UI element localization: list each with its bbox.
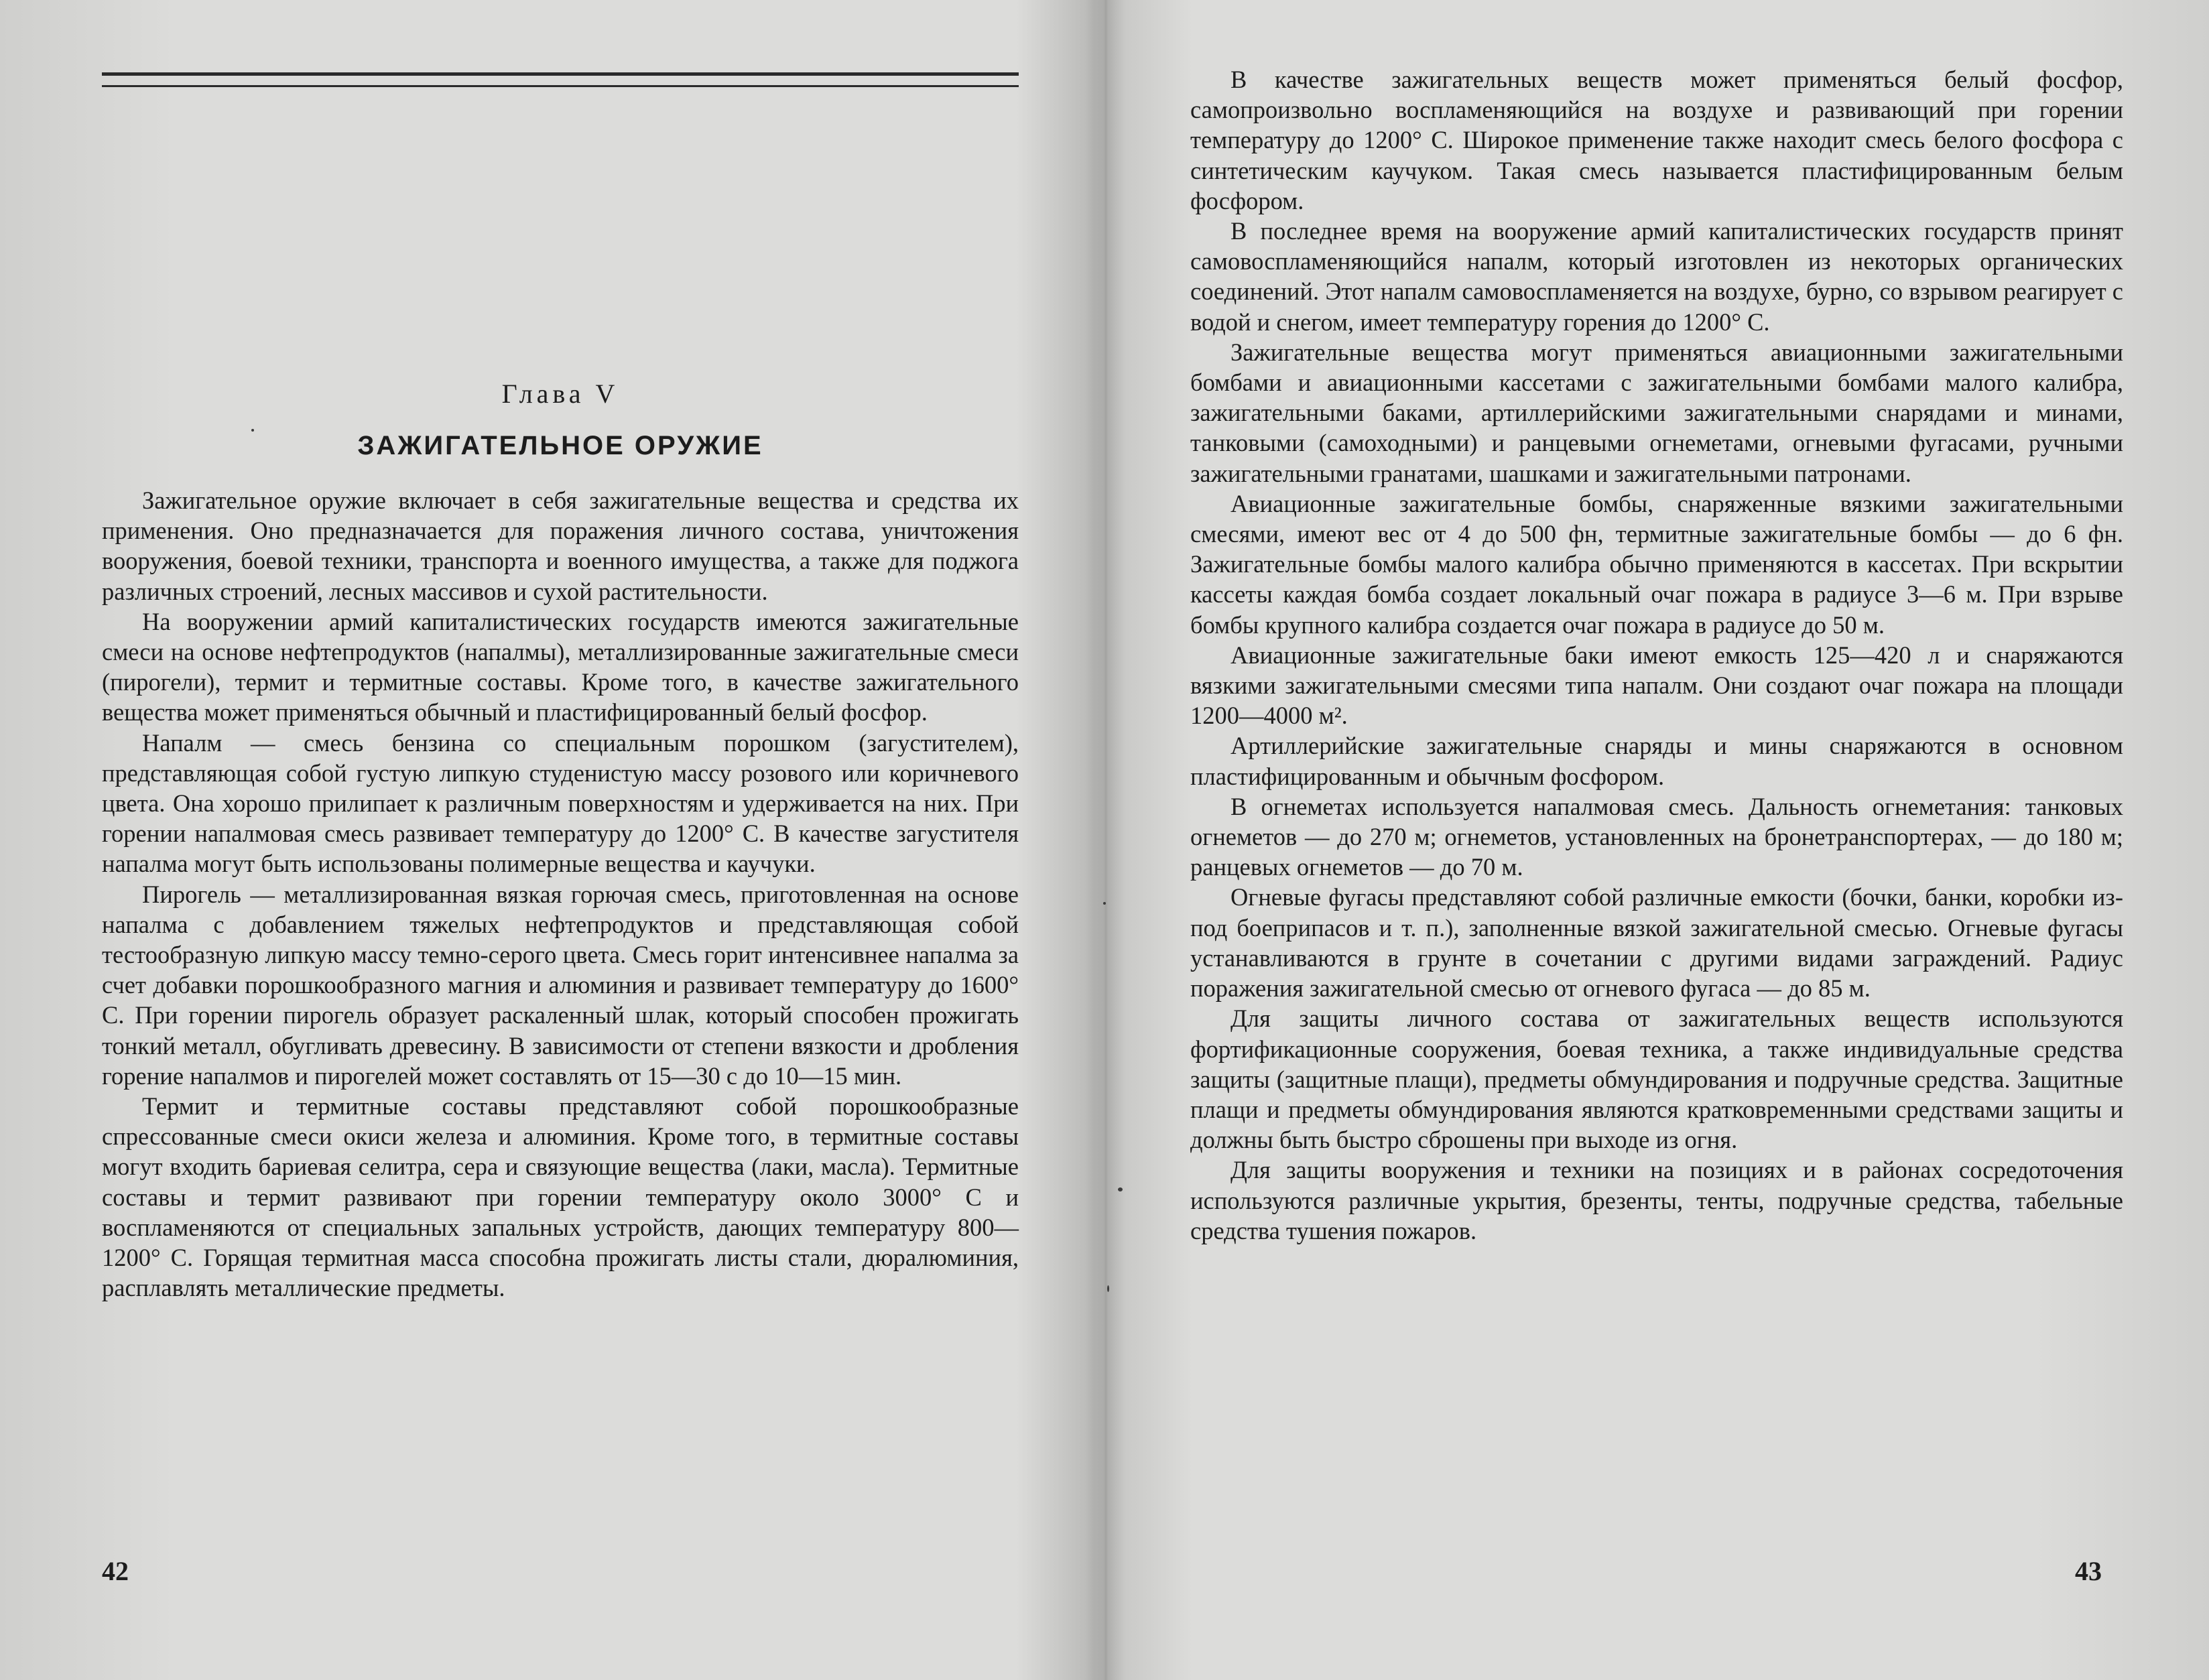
page-number-left: 42 (102, 1556, 129, 1586)
paragraph: В последнее время на вооружение армий капиталистических государств принят самовоспламеняющийся напалм, который изготовлен из некоторых органических соединений. Этот напалм самовоспламеняется на воздухе, бурно, со взрывом реагирует с водой и снегом, имеет температуру горения до 1200° С. (1190, 217, 2123, 336)
scan-speck (1103, 902, 1106, 905)
paragraph: Авиационные зажигательные баки имеют емкость 125—420 л и снаряжаются вязкими зажигательными смесями типа напалм. Они создают очаг пожара на площади 1200—4000 м². (1190, 641, 2123, 730)
page-left (0, 0, 1099, 1680)
left-page-body (102, 485, 1019, 1303)
paragraph: Пирогель — металлизированная вязкая горючая смесь, приготовленная на основе напалма с добавлением тяжелых нефтепродуктов и представляющая собой тестообразную липкую массу темно-серого цвета. Смесь горит интенсивнее напалма за счет добавки порошкообразного магния и алюминия и развивает температуру до 1600° С. При горении пирогель образует раскаленный шлак, который способен прожигать тонкий металл, обугливать древесину. В зависимости от степени вязкости и дробления горение напалмов и пирогелей может составлять от 15—30 с до 10—15 мин. (102, 880, 1019, 1090)
paragraph: Огневые фугасы представляют собой различные емкости (бочки, банки, коробки из-под боеприпасов и т. п.), заполненные вязкой зажигательной смесью. Огневые фугасы устанавливаются в грунте в сочетании с другими видами заграждений. Радиус поражения зажигательной смесью от огневого фугаса — до 85 м. (1190, 883, 2123, 1003)
page-right (1110, 0, 2209, 1680)
header-rule-thin (102, 85, 1019, 87)
paragraph: Зажигательное оружие включает в себя зажигательные вещества и средства их применения. Оно предназначается для поражения личного состава, уничтожения вооружения, боевой техники, транспорта и военного имущества, а также для поджога различных строений, лесных массивов и сухой растительности. (102, 487, 1019, 605)
paragraph: Для защиты личного состава от зажигательных веществ используются фортификационные сооружения, боевая техника, а также индивидуальные средства защиты (защитные плащи), предметы обмундирования и подручные средства. Защитные плащи и предметы обмундирования являются кратковременными средствами защиты и должны быть быстро сброшены при выходе из огня. (1190, 1005, 2123, 1154)
scan-speck (1118, 1187, 1123, 1191)
paragraph: Зажигательные вещества могут применяться авиационными зажигательными бомбами и авиационными кассетами с зажигательными бомбами малого калибра, зажигательными баками, артиллерийскими зажигательными снарядами и минами, танковыми (самоходными) и ранцевыми огнеметами, огневыми фугасами, ручными зажигательными гранатами, шашками и зажигательными патронами. (1190, 338, 2123, 487)
chapter-label: Глава V (501, 379, 619, 409)
scan-speck (251, 429, 254, 432)
chapter-title: ЗАЖИГАТЕЛЬНОЕ ОРУЖИЕ (357, 431, 763, 460)
paragraph: В качестве зажигательных веществ может применяться белый фосфор, самопроизвольно воспламеняющийся на воздухе и развивающий при горении температуру до 1200° С. Широкое применение также находит смесь белого фосфора с синтетическим каучуком. Такая смесь называется пластифицированным белым фосфором. (1190, 66, 2123, 214)
header-rules (102, 72, 1019, 87)
page-number-right: 43 (2075, 1556, 2102, 1586)
paragraph: Напалм — смесь бензина со специальным порошком (загустителем), представляющая собой густую липкую студенистую массу розового или коричневого цвета. Она хорошо прилипает к различным поверхностям и удерживается на них. При горении напалмовая смесь развивает температуру до 1200° С. В качестве загустителя напалма могут быть использованы полимерные вещества и каучуки. (102, 728, 1019, 878)
paragraph: Авиационные зажигательные бомбы, снаряженные вязкими зажигательными смесями, имеют вес от 4 до 500 фн, термитные зажигательные бомбы — до 6 фн. Зажигательные бомбы малого калибра обычно применяются в кассетах. При вскрытии кассеты каждая бомба создает локальный очаг пожара в радиусе 3—6 м. При взрыве бомбы крупного калибра создается очаг пожара в радиусе до 50 м. (1190, 489, 2123, 639)
paragraph: Артиллерийские зажигательные снаряды и мины снаряжаются в основном пластифицированным и обычным фосфором. (1190, 732, 2123, 790)
right-page-body (1190, 64, 2123, 1246)
paragraph: В огнеметах используется напалмовая смесь. Дальность огнеметания: танковых огнеметов — до 270 м; огнеметов, установленных на бронетранспортерах, — до 180 м; ранцевых огнеметов — до 70 м. (1190, 792, 2123, 881)
paragraph: Термит и термитные составы представляют собой порошкообразные спрессованные смеси окиси железа и алюминия. Кроме того, в термитные составы могут входить бариевая селитра, сера и связующие вещества (лаки, масла). Термитные составы и термит развивают при горении температуру около 3000° С и воспламеняются от специальных запальных устройств, дающих температуру 800—1200° С. Горящая термитная масса способна прожигать листы стали, дюралюминия, расплавлять металлические предметы. (102, 1092, 1019, 1302)
scan-speck (1107, 1285, 1109, 1292)
paragraph: На вооружении армий капиталистических государств имеются зажигательные смеси на основе нефтепродуктов (напалмы), металлизированные зажигательные смеси (пирогели), термит и термитные составы. Кроме того, в качестве зажигательного вещества может применяться обычный и пластифицированный белый фосфор. (102, 607, 1019, 726)
paragraph: Для защиты вооружения и техники на позициях и в районах сосредоточения используются различные укрытия, брезенты, тенты, подручные средства, табельные средства тушения пожаров. (1190, 1156, 2123, 1244)
header-rule-thick (102, 72, 1019, 76)
